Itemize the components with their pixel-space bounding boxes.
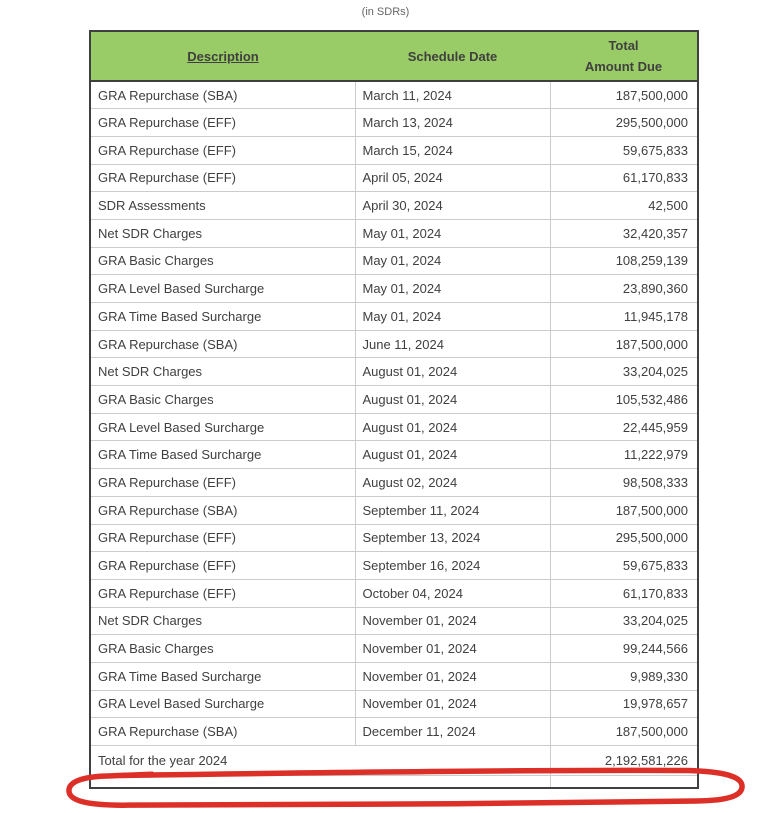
amount-due-cell: 33,204,025 <box>550 358 698 386</box>
amount-due-cell: 42,500 <box>550 192 698 220</box>
partial-next-row <box>90 776 698 788</box>
table-row <box>90 635 698 663</box>
table-row <box>90 219 698 247</box>
table-row <box>90 136 698 164</box>
schedule-date-cell: December 11, 2024 <box>355 718 550 746</box>
description-cell: Net SDR Charges <box>90 358 355 386</box>
amount-due-cell: 11,945,178 <box>550 303 698 331</box>
table-row <box>90 358 698 386</box>
description-cell: GRA Repurchase (SBA) <box>90 81 355 109</box>
schedule-date-cell: May 01, 2024 <box>355 219 550 247</box>
total-amount-cell: 2,192,581,226 <box>550 746 698 776</box>
amount-due-cell: 61,170,833 <box>550 164 698 192</box>
schedule-date-cell: May 01, 2024 <box>355 275 550 303</box>
amount-due-cell: 105,532,486 <box>550 386 698 414</box>
description-cell: GRA Time Based Surcharge <box>90 303 355 331</box>
payment-schedule-table <box>89 30 699 789</box>
description-column-sort-link[interactable]: Description <box>187 48 259 64</box>
table-row <box>90 469 698 497</box>
description-cell: GRA Time Based Surcharge <box>90 441 355 469</box>
description-cell: GRA Repurchase (EFF) <box>90 109 355 137</box>
schedule-date-cell: May 01, 2024 <box>355 303 550 331</box>
schedule-date-cell: March 15, 2024 <box>355 136 550 164</box>
total-row <box>90 746 698 776</box>
table-row <box>90 247 698 275</box>
table-row <box>90 690 698 718</box>
amount-due-cell: 61,170,833 <box>550 579 698 607</box>
table-row <box>90 192 698 220</box>
schedule-date-cell: March 11, 2024 <box>355 81 550 109</box>
amount-due-cell: 187,500,000 <box>550 81 698 109</box>
total-section <box>90 746 698 776</box>
total-amount-due-column-header-cell <box>550 31 698 81</box>
schedule-date-cell: September 16, 2024 <box>355 552 550 580</box>
schedule-date-cell: March 13, 2024 <box>355 109 550 137</box>
description-column-header-cell <box>90 31 355 81</box>
amount-due-cell: 108,259,139 <box>550 247 698 275</box>
description-cell: GRA Repurchase (SBA) <box>90 330 355 358</box>
description-cell: GRA Level Based Surcharge <box>90 275 355 303</box>
schedule-date-cell: September 11, 2024 <box>355 496 550 524</box>
table-row <box>90 496 698 524</box>
amount-due-cell: 19,978,657 <box>550 690 698 718</box>
schedule-date-cell: August 01, 2024 <box>355 413 550 441</box>
units-caption: (in SDRs) <box>361 6 410 18</box>
description-cell: GRA Repurchase (EFF) <box>90 524 355 552</box>
amount-due-cell: 59,675,833 <box>550 136 698 164</box>
amount-due-cell: 22,445,959 <box>550 413 698 441</box>
schedule-date-cell: April 30, 2024 <box>355 192 550 220</box>
total-label-cell: Total for the year 2024 <box>90 746 550 776</box>
description-cell: GRA Basic Charges <box>90 635 355 663</box>
schedule-date-cell: August 02, 2024 <box>355 469 550 497</box>
partial-empty-cell <box>90 776 550 788</box>
amount-due-cell: 295,500,000 <box>550 109 698 137</box>
table-row <box>90 330 698 358</box>
total-amount-due-label-line2: Amount Due <box>584 59 663 74</box>
schedule-date-column-header-cell <box>355 31 550 81</box>
table-row <box>90 386 698 414</box>
schedule-date-column-label: Schedule Date <box>407 48 498 64</box>
description-cell: GRA Level Based Surcharge <box>90 413 355 441</box>
schedule-date-cell: May 01, 2024 <box>355 247 550 275</box>
table-row <box>90 275 698 303</box>
amount-due-cell: 32,420,357 <box>550 219 698 247</box>
header-row <box>90 31 698 81</box>
amount-due-cell: 99,244,566 <box>550 635 698 663</box>
table-row <box>90 303 698 331</box>
table-row <box>90 662 698 690</box>
table-row <box>90 524 698 552</box>
description-cell: GRA Repurchase (EFF) <box>90 164 355 192</box>
schedule-date-cell: November 01, 2024 <box>355 635 550 663</box>
amount-due-cell: 59,675,833 <box>550 552 698 580</box>
table-row <box>90 109 698 137</box>
table-row <box>90 413 698 441</box>
description-cell: GRA Level Based Surcharge <box>90 690 355 718</box>
table-row <box>90 607 698 635</box>
description-cell: GRA Repurchase (EFF) <box>90 136 355 164</box>
amount-due-cell: 295,500,000 <box>550 524 698 552</box>
table-header <box>90 31 698 81</box>
schedule-date-cell: November 01, 2024 <box>355 690 550 718</box>
description-cell: GRA Repurchase (SBA) <box>90 718 355 746</box>
amount-due-cell: 98,508,333 <box>550 469 698 497</box>
description-cell: GRA Repurchase (SBA) <box>90 496 355 524</box>
total-amount-due-label-line1: Total <box>608 38 639 53</box>
schedule-date-cell: August 01, 2024 <box>355 386 550 414</box>
schedule-date-cell: November 01, 2024 <box>355 607 550 635</box>
table-row <box>90 441 698 469</box>
amount-due-cell: 11,222,979 <box>550 441 698 469</box>
description-cell: SDR Assessments <box>90 192 355 220</box>
partial-next-row-section <box>90 776 698 788</box>
table-row <box>90 81 698 109</box>
description-cell: Net SDR Charges <box>90 219 355 247</box>
schedule-date-cell: August 01, 2024 <box>355 358 550 386</box>
table-body <box>90 81 698 746</box>
schedule-date-cell: November 01, 2024 <box>355 662 550 690</box>
amount-due-cell: 33,204,025 <box>550 607 698 635</box>
partial-empty-amount-cell <box>550 776 698 788</box>
description-cell: GRA Basic Charges <box>90 247 355 275</box>
description-cell: GRA Repurchase (EFF) <box>90 579 355 607</box>
description-cell: Net SDR Charges <box>90 607 355 635</box>
description-cell: GRA Repurchase (EFF) <box>90 469 355 497</box>
table-row <box>90 579 698 607</box>
amount-due-cell: 23,890,360 <box>550 275 698 303</box>
description-cell: GRA Basic Charges <box>90 386 355 414</box>
schedule-date-cell: September 13, 2024 <box>355 524 550 552</box>
table-row <box>90 164 698 192</box>
amount-due-cell: 9,989,330 <box>550 662 698 690</box>
description-cell: GRA Time Based Surcharge <box>90 662 355 690</box>
amount-due-cell: 187,500,000 <box>550 330 698 358</box>
amount-due-cell: 187,500,000 <box>550 496 698 524</box>
schedule-date-cell: April 05, 2024 <box>355 164 550 192</box>
table-row <box>90 718 698 746</box>
schedule-date-cell: August 01, 2024 <box>355 441 550 469</box>
schedule-date-cell: October 04, 2024 <box>355 579 550 607</box>
schedule-date-cell: June 11, 2024 <box>355 330 550 358</box>
amount-due-cell: 187,500,000 <box>550 718 698 746</box>
description-cell: GRA Repurchase (EFF) <box>90 552 355 580</box>
table-row <box>90 552 698 580</box>
